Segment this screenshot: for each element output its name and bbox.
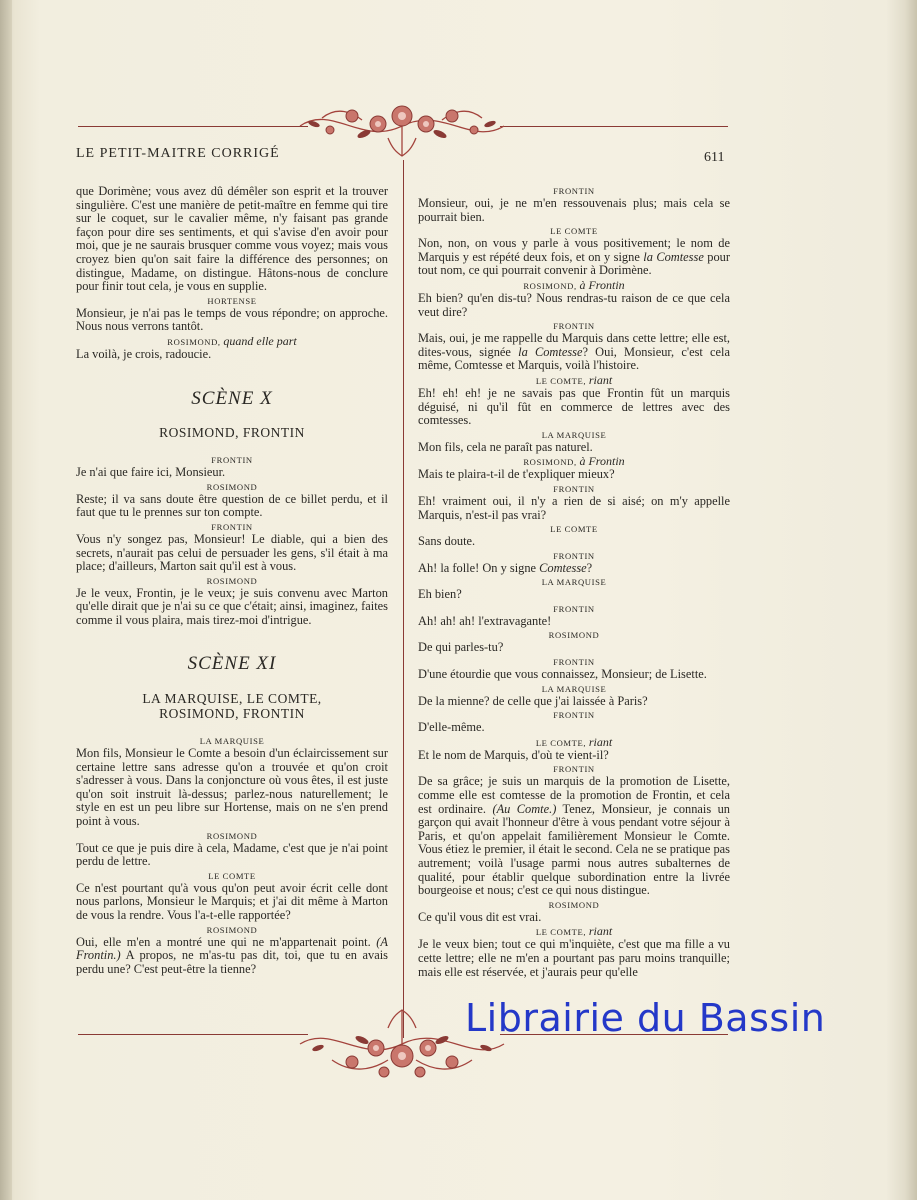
speaker-name: ROSIMOND	[206, 575, 258, 586]
speaker-name: ROSIMOND	[548, 630, 600, 641]
speaker-heading	[76, 335, 388, 348]
speaker-name: LE COMTE	[550, 226, 598, 237]
speaker-name: FRONTIN	[211, 455, 253, 466]
dialogue-line: Ce qu'il vous dit est vrai.	[418, 909, 542, 924]
dialogue-text: De sa grâce; je suis un marquis de la promotion de Lisette, comme elle est comtesse de la promotion de Frontin, et cela est ordinaire.	[418, 774, 730, 816]
dialogue-line: Mais te plaira-t-il de t'expliquer mieux?	[418, 467, 615, 482]
speaker-name: FRONTIN	[553, 321, 595, 332]
dialogue-line: La voilà, je crois, radoucie.	[76, 346, 212, 361]
dialogue-text: Ah! la folle! On y signe	[418, 560, 537, 575]
dialogue-line	[418, 775, 730, 897]
speaker-name: FRONTIN	[553, 550, 595, 561]
facing-page-bleed	[2, 150, 22, 1000]
dialogue-line: Vous n'y songez pas, Monsieur! Le diable, qui a bien des secrets, n'aurait pas celui de persuader les gens, s'il était à ma place; d'ailleurs, Marton sait qu'il est à vous.	[76, 531, 388, 574]
top-rule-right	[500, 126, 728, 127]
speaker-name: ROSIMOND,	[167, 336, 221, 347]
speaker-name: FRONTIN	[553, 603, 595, 614]
speaker-name: FRONTIN	[553, 710, 595, 721]
dialogue-line: Monsieur, je n'ai pas le temps de vous répondre; on approche. Nous nous verrons tantôt.	[76, 305, 388, 334]
speaker-name: ROSIMOND	[206, 481, 258, 492]
stage-direction: riant	[588, 372, 613, 387]
dialogue-line: De qui parles-tu?	[418, 640, 504, 655]
watermark: Librairie du Bassin	[465, 996, 826, 1040]
dialogue-line: Et le nom de Marquis, d'où te vient-il?	[418, 747, 609, 762]
speaker-name: LE COMTE	[550, 524, 598, 535]
dialogue-text: Oui, elle m'en a montré une qui ne m'appartenait point.	[76, 934, 371, 949]
dialogue-line: Eh bien?	[418, 587, 462, 602]
page-number: 611	[704, 150, 725, 165]
top-rule-left	[78, 126, 308, 127]
speaker-name: HORTENSE	[207, 295, 257, 306]
speaker-name: ROSIMOND	[206, 830, 258, 841]
dialogue-text: A propos, ne m'as-tu pas dit, toi, que tu en avais perdu une? C'est peut-être la tienne?	[76, 948, 388, 976]
speaker-name: ROSIMOND	[548, 899, 600, 910]
dialogue-line: Tout ce que je puis dire à cela, Madame, c'est que je n'ai point perdu de lettre.	[76, 840, 388, 869]
dialogue-text: Mais, oui, je me rappelle du Marquis dans cette lettre; elle est, dites-vous, signée	[418, 331, 730, 359]
dialogue-line	[418, 332, 730, 373]
scene-cast: ROSIMOND, FRONTIN	[159, 425, 305, 441]
stage-direction: à Frontin	[579, 454, 625, 469]
bottom-rule-left	[78, 1034, 308, 1035]
speaker-name: FRONTIN	[553, 764, 595, 775]
scene-title: SCÈNE X	[191, 387, 273, 409]
dialogue-line: que Dorimène; vous avez dû démêler son esprit et la trouver singulière. C'est une manière de petit-maître en femme qui tire sur le coquet, sur le cavalier même, n'y faisant pas grande façon pour dire ses sentiments, et qui s'avise d'en avoir pour moi, que je ne saurais brusquer comme vous voyez; mais vous croyez bien qu'on sait faire la différence des personnes; on distingue, Madame, on distingue. Hâtons-nous de conclure pour finir tout cela, je vous en supplie.	[76, 184, 388, 294]
page-edge	[887, 0, 917, 1200]
speaker-name: FRONTIN	[553, 657, 595, 668]
floral-ornament-top-icon	[292, 94, 512, 160]
dialogue-line: Ah! ah! ah! l'extravagante!	[418, 613, 552, 628]
speaker-name: LE COMTE,	[535, 737, 587, 748]
dialogue-text: Tenez, Monsieur, je connais un garçon qui avait l'honneur d'être à vous pendant votre séjour à Paris, et qu'on appelait familièrement Monsieur le Comte. Vous étiez le premier, il était le second. Cela ne se pratique pas autrement; voilà l'usage parmi nous autres subalternes de qualité, pour établir quelque subordination entre la livrée bourgeoise et nous; c'est ce qui nous distingue.	[418, 801, 730, 898]
stage-direction: (Au Comte.)	[492, 801, 557, 816]
speaker-name: FRONTIN	[553, 483, 595, 494]
dialogue-line	[76, 936, 388, 977]
emphasis: la Comtesse	[518, 344, 583, 359]
dialogue-line: Eh bien? qu'en dis-tu? Nous rendras-tu raison de ce que cela veut dire?	[418, 290, 730, 319]
dialogue-text: ?	[586, 560, 593, 575]
speaker-name: LA MARQUISE	[541, 429, 607, 440]
dialogue-line: D'une étourdie que vous connaissez, Monsieur; de Lisette.	[418, 667, 707, 682]
scene-title: SCÈNE XI	[187, 653, 277, 675]
dialogue-line: Mon fils, Monsieur le Comte a besoin d'un éclaircissement sur certaine lettre sans adresse qu'on a trouvée et qu'on croit s'adresser à vous. Dans la conjoncture où vous êtes, il est juste qu'on soit instruit là-dessus; parlez-nous naturellement; le style en est un peu libre sur Hortense, mais on ne s'en prend point à vous.	[76, 746, 388, 829]
dialogue-line: Sans doute.	[418, 534, 476, 549]
cast-line: LA MARQUISE, LE COMTE,	[142, 691, 322, 707]
dialogue-line: Je le veux bien; tout ce qui m'inquiète, c'est que ma fille a vu cette lettre; elle ne m'en a pourtant pas paru moins tranquille; mais elle est réservée, et j'aurais peur qu'elle	[418, 937, 730, 979]
dialogue-line: Eh! eh! eh! je ne savais pas que Frontin fût un marquis déguisé, ni qu'il fût en commerce de lettres avec des comtesses.	[418, 385, 730, 428]
speaker-name: LA MARQUISE	[199, 736, 265, 747]
speaker-name: LE COMTE	[208, 870, 256, 881]
cast-line: ROSIMOND, FRONTIN	[159, 706, 305, 722]
stage-direction: (A Frontin.)	[76, 934, 388, 963]
speaker-name: ROSIMOND,	[523, 280, 577, 291]
dialogue-text: ? Oui, Monsieur, c'est cela même, Comtesse et Marquis, voilà l'histoire.	[418, 344, 731, 373]
dialogue-line: D'elle-même.	[418, 720, 485, 735]
emphasis: la Comtesse	[643, 249, 704, 264]
dialogue-line: Reste; il va sans doute être question de ce billet perdu, et il faut que tu le prennes sur ton compte.	[76, 491, 388, 520]
stage-direction: riant	[588, 924, 613, 939]
stage-direction: quand elle part	[223, 333, 297, 348]
speaker-name: FRONTIN	[211, 521, 253, 532]
column-divider	[403, 160, 404, 1038]
dialogue-line: Je le veux, Frontin, je le veux; je suis convenu avec Marton qu'elle dirait que je n'ai su ce que c'était; ainsi, imaginez, faites comme il vous plaira, mais tirez-moi d'intrigue.	[76, 585, 388, 627]
dialogue-line: Ce n'est pourtant qu'à vous qu'on peut avoir écrit celle dont nous parlons, Monsieur le Marquis; et j'ai dit même à Marton de vous la rendre. Vous l'a-t-elle rapportée?	[76, 880, 388, 922]
dialogue-line	[418, 562, 730, 576]
speaker-name: LA MARQUISE	[541, 683, 607, 694]
speaker-name: ROSIMOND	[206, 924, 258, 935]
scene-cast	[76, 691, 388, 721]
speaker-heading	[418, 736, 730, 749]
left-column	[76, 185, 388, 976]
emphasis: Comtesse	[539, 560, 587, 575]
stage-direction: à Frontin	[579, 277, 625, 292]
speaker-name: LE COMTE,	[535, 375, 587, 386]
dialogue-text: pour tout nom, ce qui pourrait convenir à Dorimène.	[418, 249, 730, 278]
running-head: LE PETIT-MAITRE CORRIGÉ	[76, 146, 280, 161]
speaker-heading	[418, 374, 730, 387]
stage-direction: riant	[588, 734, 613, 749]
speaker-name: FRONTIN	[553, 186, 595, 196]
dialogue-line: Monsieur, oui, je ne m'en ressouvenais plus; mais cela se pourrait bien.	[418, 196, 730, 224]
dialogue-line: Mon fils, cela ne paraît pas naturel.	[418, 439, 593, 454]
speaker-name: LA MARQUISE	[541, 577, 607, 588]
right-column	[418, 184, 730, 979]
dialogue-line: Je n'ai que faire ici, Monsieur.	[76, 465, 226, 480]
dialogue-line	[418, 237, 730, 278]
dialogue-line: De la mienne? de celle que j'ai laissée à Paris?	[418, 693, 648, 708]
speaker-name: ROSIMOND,	[523, 457, 577, 468]
dialogue-line: Eh! vraiment oui, il n'y a rien de si aisé; on m'y appelle Marquis, n'est-il pas vrai?	[418, 493, 730, 522]
dialogue-text: Non, non, on vous y parle à vous positivement; le nom de Marquis y est répété deux fois, et on y signe	[418, 236, 730, 264]
speaker-name: LE COMTE,	[535, 927, 587, 938]
